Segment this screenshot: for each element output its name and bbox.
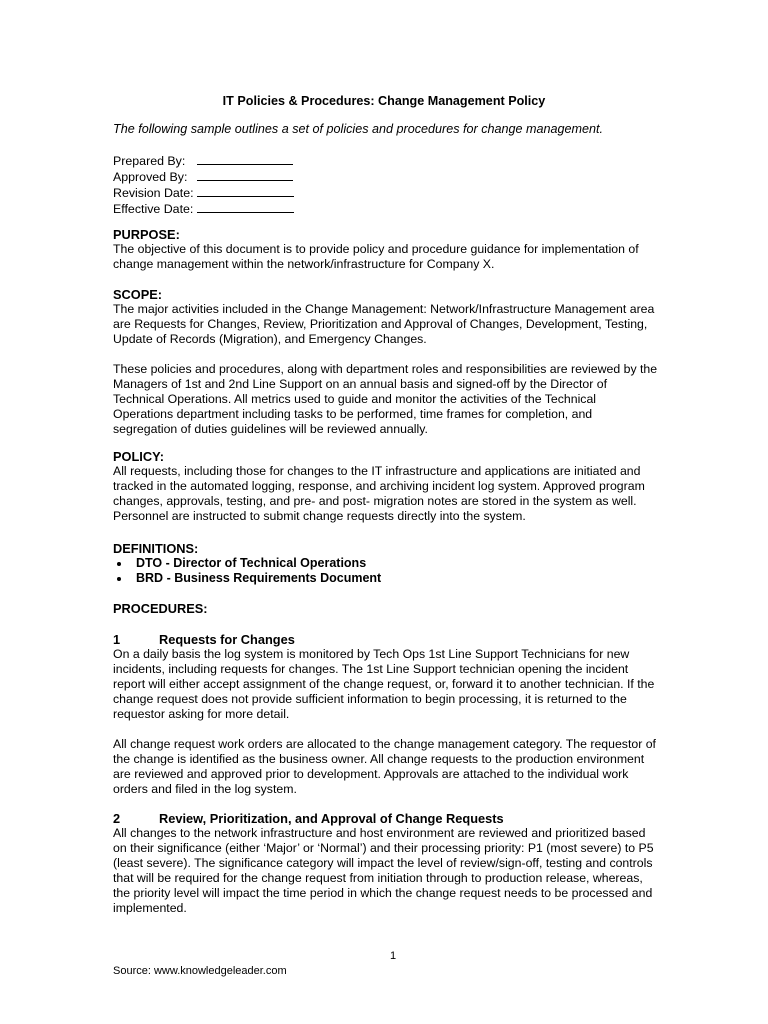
definition-text: - Director of Technical Operations bbox=[162, 556, 367, 570]
document-title: IT Policies & Procedures: Change Management Policy bbox=[222, 94, 546, 108]
procedure-1 bbox=[113, 632, 658, 797]
approved-by-field bbox=[113, 169, 294, 185]
field-blank bbox=[197, 153, 293, 165]
page-number: 1 bbox=[389, 950, 397, 962]
field-label: Effective Date: bbox=[113, 202, 194, 216]
field-blank bbox=[197, 185, 294, 197]
scope-paragraph: These policies and procedures, along with department roles and responsibilities are reviewed by the Managers of 1st and 2nd Line Support on an annual basis and signed-off by the Director of Technical Operations. All metrics used to guide and monitor the activities of the Technical Operations department including tasks to be performed, time frames for completion, and segregation of duties guidelines will be reviewed annually. bbox=[113, 362, 658, 436]
effective-date-field bbox=[113, 201, 294, 217]
scope-paragraph: The major activities included in the Change Management: Network/Infrastructure Management area are Requests for Changes, Review, Prioritization and Approval of Changes, Development, Testing, Update of Records (Migration), and Emergency Changes. bbox=[113, 302, 655, 346]
procedures-heading: PROCEDURES: bbox=[113, 601, 208, 616]
intro-text: The following sample outlines a set of policies and procedures for change management. bbox=[113, 122, 604, 136]
purpose-text: The objective of this document is to provide policy and procedure guidance for implementation of change management within the network/infrastructure for Company X. bbox=[113, 242, 639, 271]
source-footer: Source: www.knowledgeleader.com bbox=[113, 965, 287, 977]
procedure-heading bbox=[113, 632, 658, 647]
definition-term: DTO bbox=[136, 556, 163, 570]
definitions-section bbox=[113, 541, 658, 586]
procedure-number: 2 bbox=[113, 811, 121, 826]
procedure-title: Review, Prioritization, and Approval of Change Requests bbox=[159, 811, 504, 826]
revision-date-field bbox=[113, 185, 294, 201]
procedure-paragraph: On a daily basis the log system is monitored by Tech Ops 1st Line Support Technicians for new incidents, including requests for changes. The 1st Line Support technician opening the incident report will either accept assignment of the change request, or, forward it to another technician. If the change request does not provide sufficient information to begin processing, it is returned to the requestor asking for more detail. bbox=[113, 647, 655, 721]
procedure-number: 1 bbox=[113, 632, 121, 647]
definitions-list bbox=[113, 556, 658, 586]
field-label: Approved By: bbox=[113, 170, 188, 184]
procedure-paragraph: All change request work orders are allocated to the change management category. The requestor of the change is identified as the business owner. All change requests to the production environment are reviewed and approved prior to development. Approvals are attached to the individual work orders and filed in the log system. bbox=[113, 737, 656, 796]
policy-section bbox=[113, 449, 658, 524]
field-blank bbox=[197, 201, 294, 213]
policy-text: All requests, including those for changes to the IT infrastructure and applications are initiated and tracked in the automated logging, response, and archiving incident log system. Approved program changes, approvals, testing, and pre- and post- migration notes are stored in the system as well. Personnel are instructed to submit change requests directly into the system. bbox=[113, 464, 645, 523]
procedure-title: Requests for Changes bbox=[159, 632, 295, 647]
field-label: Prepared By: bbox=[113, 154, 186, 168]
purpose-section bbox=[113, 227, 658, 272]
purpose-heading: PURPOSE: bbox=[113, 227, 180, 242]
prepared-by-field bbox=[113, 153, 294, 169]
definition-term: BRD bbox=[136, 571, 164, 585]
definition-text: - Business Requirements Document bbox=[163, 571, 382, 585]
signoff-fields bbox=[113, 153, 294, 217]
field-label: Revision Date: bbox=[113, 186, 194, 200]
procedure-paragraph: All changes to the network infrastructure and host environment are reviewed and prioritized based on their significance (either ‘Major’ or ‘Normal’) and their processing priority: P1 (most severe) to P5 (least severe). The significance category will impact the level of review/sign-off, testing and controls that will be required for the change request from initiation through to production release, whereas, the priority level will impact the time period in which the change request needs to be processed and implemented. bbox=[113, 826, 654, 915]
scope-section bbox=[113, 287, 658, 437]
procedure-heading bbox=[113, 811, 658, 826]
scope-heading: SCOPE: bbox=[113, 287, 163, 302]
procedures-section bbox=[113, 601, 658, 616]
definition-item bbox=[113, 571, 658, 586]
field-blank bbox=[197, 169, 293, 181]
procedure-2 bbox=[113, 811, 658, 916]
definition-item bbox=[113, 556, 658, 571]
definitions-heading: DEFINITIONS: bbox=[113, 541, 199, 556]
policy-heading: POLICY: bbox=[113, 449, 164, 464]
